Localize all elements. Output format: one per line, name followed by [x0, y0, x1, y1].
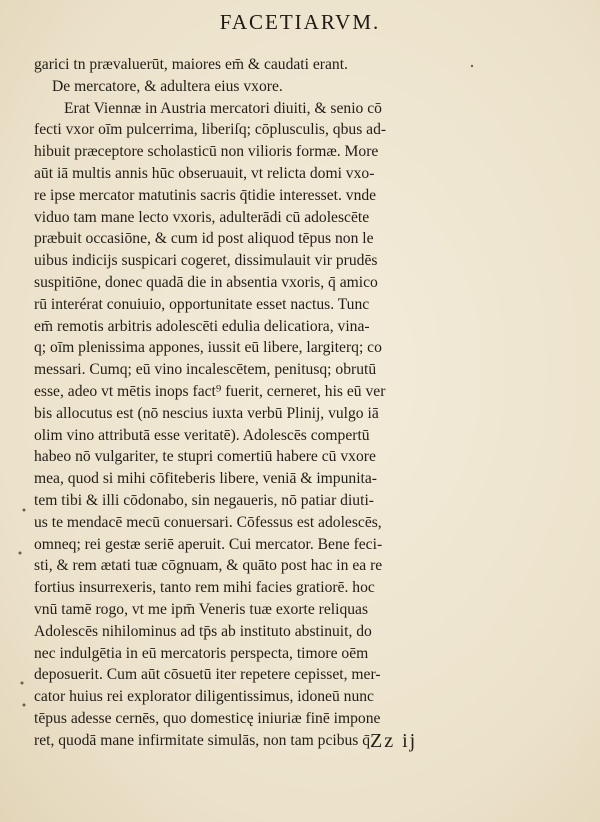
- text-line: aūt iā multis annis hūc obseruauit, vt relicta domi vxo-: [34, 164, 375, 182]
- body-text: [34, 54, 474, 752]
- text-line: olim vino attributā esse veritatē). Adolescēs compertū: [34, 426, 370, 444]
- signature-mark: Zz ij: [370, 730, 418, 752]
- text-line: Adolescēs nihilominus ad tp̄s ab instituto abstinuit, do: [34, 622, 372, 640]
- text-line: us te mendacē mecū conuersari. Cōfessus est adolescēs,: [34, 513, 382, 531]
- text-line: suspitiōne, donec quadā die in absentia vxoris, q̄ amico: [34, 273, 378, 291]
- text-line: rū interérat conuiuio, opportunitate esset nactus. Tunc: [34, 295, 370, 313]
- margin-dot: [19, 552, 22, 555]
- text-line: ret, quodā mane infirmitate simulās, non tam pcibus q̄: [34, 731, 371, 749]
- margin-dot: [21, 682, 24, 685]
- running-header: FACETIARVM.: [219, 10, 381, 34]
- text-line: Erat Viennæ in Austria mercatori diuiti, & senio cō: [64, 99, 382, 117]
- text-line: garici tn prævaluerūt, maiores em̄ & caudati erant.: [34, 56, 348, 73]
- text-line: fecti vxor oīm pulcerrima, liberiſq; cōplusculis, qbus ad-: [34, 121, 387, 139]
- text-line: omneq; rei gestæ seriē aperuit. Cui mercator. Bene feci-: [34, 535, 383, 553]
- text-line: nec indulgētia in eū mercatoris perspecta, timore oēm: [34, 644, 369, 662]
- text-line: tēpus adesse cernēs, quo domesticę iniuriæ finē impone: [34, 709, 381, 727]
- margin-dot: [23, 704, 26, 707]
- text-line: deposuerit. Cum aūt cōsuetū iter repetere cepisset, mer-: [34, 666, 381, 684]
- text-line: q; oīm plenissima appones, iussit eū libere, largiterq; co: [34, 339, 382, 357]
- text-line: uibus indicijs suspicari cogeret, dissimulauit vir prudēs: [34, 252, 378, 270]
- text-line: habeo nō vulgariter, te stupri comertiū habere cū vxore: [34, 448, 376, 466]
- text-line: cator huius rei explorator diligentissimus, idoneū nunc: [34, 688, 374, 706]
- text-line: viduo tam mane lecto vxoris, adulterādi cū adolescēte: [34, 208, 370, 226]
- text-line: bis allocutus est (nō nescius iuxta verbū Plinij, vulgo iā: [34, 404, 379, 422]
- text-line: em̄ remotis arbitris adolescēti edulia delicatiora, vina-: [34, 317, 370, 335]
- text-line: esse, adeo vt mētis inops fact⁹ fuerit, cerneret, his eū ver: [34, 382, 386, 400]
- margin-dot: [23, 509, 26, 512]
- text-line: præbuit occasiōne, & cum id post aliquod tēpus non le: [34, 230, 374, 248]
- text-line: messari. Cumq; eū vino incalescētem, penitusq; obrutū: [34, 361, 377, 379]
- section-heading: De mercatore, & adultera eius vxore.: [52, 77, 283, 95]
- text-line: sti, & rem ætati tuæ cōgnuam, & quāto post hac in ea re: [34, 557, 383, 575]
- text-line: hibuit præceptore scholasticū non vilioris formæ. More: [34, 143, 379, 161]
- text-line: tem tibi & illi cōdonabo, sin negaueris, nō patiar diuti-: [34, 491, 374, 509]
- text-line: mea, quod si mihi cōfiteberis libere, veniā & impunita-: [34, 470, 377, 488]
- text-line: re ipse mercator matutinis sacris q̄tidie interesset. vnde: [34, 186, 377, 204]
- text-line: vnū tamē rogo, vt me ipm̄ Veneris tuæ exorte reliquas: [34, 600, 369, 618]
- text-line: fortius insurrexeris, tanto rem mihi facies gratiorē. hoc: [34, 579, 375, 597]
